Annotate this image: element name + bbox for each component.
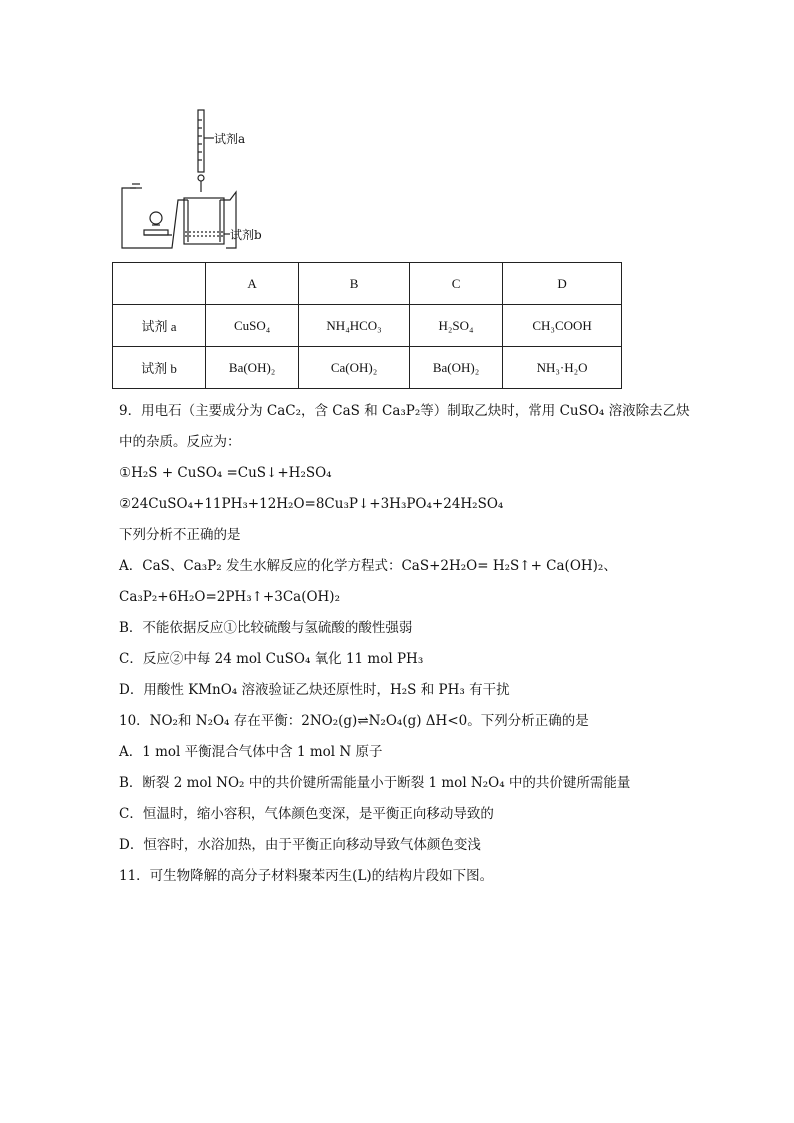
option-a: A．1 mol 平衡混合气体中含 1 mol N 原子 bbox=[119, 744, 383, 760]
table-header-row bbox=[113, 263, 622, 305]
reagent-a-label: 试剂a bbox=[214, 132, 246, 146]
conductivity-apparatus-icon bbox=[118, 108, 288, 254]
option-b: B．不能依据反应①比较硫酸与氢硫酸的酸性强弱 bbox=[119, 620, 413, 636]
table-header-cell: D bbox=[503, 263, 622, 305]
row-label: 试剂 a bbox=[113, 305, 206, 347]
equation-line: ①H₂S + CuSO₄ =CuS↓+H₂SO₄ bbox=[119, 465, 332, 481]
table-header-cell: B bbox=[299, 263, 410, 305]
question-line: 10．NO₂和 N₂O₄ 存在平衡：2NO₂(g)⇌N₂O₄(g) ΔH<0。下列分析正确的是 bbox=[119, 713, 589, 729]
table-cell: CuSO₄ bbox=[206, 305, 299, 347]
option-d: D．用酸性 KMnO₄ 溶液验证乙炔还原性时，H₂S 和 PH₃ 有干扰 bbox=[119, 682, 510, 698]
table-header-cell bbox=[113, 263, 206, 305]
table-cell: NH₃·H₂O bbox=[503, 347, 622, 389]
question-line: 11．可生物降解的高分子材料聚苯丙生(L)的结构片段如下图。 bbox=[119, 868, 494, 884]
option-c: C．恒温时，缩小容积，气体颜色变深，是平衡正向移动导致的 bbox=[119, 806, 494, 822]
table-row bbox=[113, 305, 622, 347]
table-cell: NH₄HCO₃ bbox=[299, 305, 410, 347]
equation-line: ②24CuSO₄+11PH₃+12H₂O=8Cu₃P↓+3H₃PO₄+24H₂SO₄ bbox=[119, 496, 504, 512]
option-c: C．反应②中每 24 mol CuSO₄ 氧化 11 mol PH₃ bbox=[119, 651, 424, 667]
question-line: 中的杂质。反应为： bbox=[119, 434, 241, 450]
question-text bbox=[119, 396, 719, 892]
table-cell: CH₃COOH bbox=[503, 305, 622, 347]
row-label: 试剂 b bbox=[113, 347, 206, 389]
reagent-b-label: 试剂b bbox=[230, 228, 262, 242]
table-cell: H₂SO₄ bbox=[409, 305, 502, 347]
apparatus-diagram bbox=[118, 108, 288, 254]
table-header-cell: C bbox=[409, 263, 502, 305]
question-prompt: 下列分析不正确的是 bbox=[119, 527, 241, 543]
question-line: 9．用电石（主要成分为 CaC₂，含 CaS 和 Ca₃P₂等）制取乙炔时，常用 CuSO₄ 溶液除去乙炔 bbox=[119, 403, 690, 419]
table-cell: Ca(OH)₂ bbox=[299, 347, 410, 389]
option-a-continued: Ca₃P₂+6H₂O=2PH₃↑+3Ca(OH)₂ bbox=[119, 589, 340, 605]
reagent-table bbox=[112, 262, 622, 389]
option-b: B．断裂 2 mol NO₂ 中的共价键所需能量小于断裂 1 mol N₂O₄ 中的共价键所需能量 bbox=[119, 775, 631, 791]
option-a: A．CaS、Ca₃P₂ 发生水解反应的化学方程式：CaS+2H₂O= H₂S↑+ Ca(OH)₂、 bbox=[119, 558, 617, 574]
table-cell: Ba(OH)₂ bbox=[409, 347, 502, 389]
table-row bbox=[113, 347, 622, 389]
option-d: D．恒容时，水浴加热，由于平衡正向移动导致气体颜色变浅 bbox=[119, 837, 481, 853]
table-header-cell: A bbox=[206, 263, 299, 305]
table-cell: Ba(OH)₂ bbox=[206, 347, 299, 389]
